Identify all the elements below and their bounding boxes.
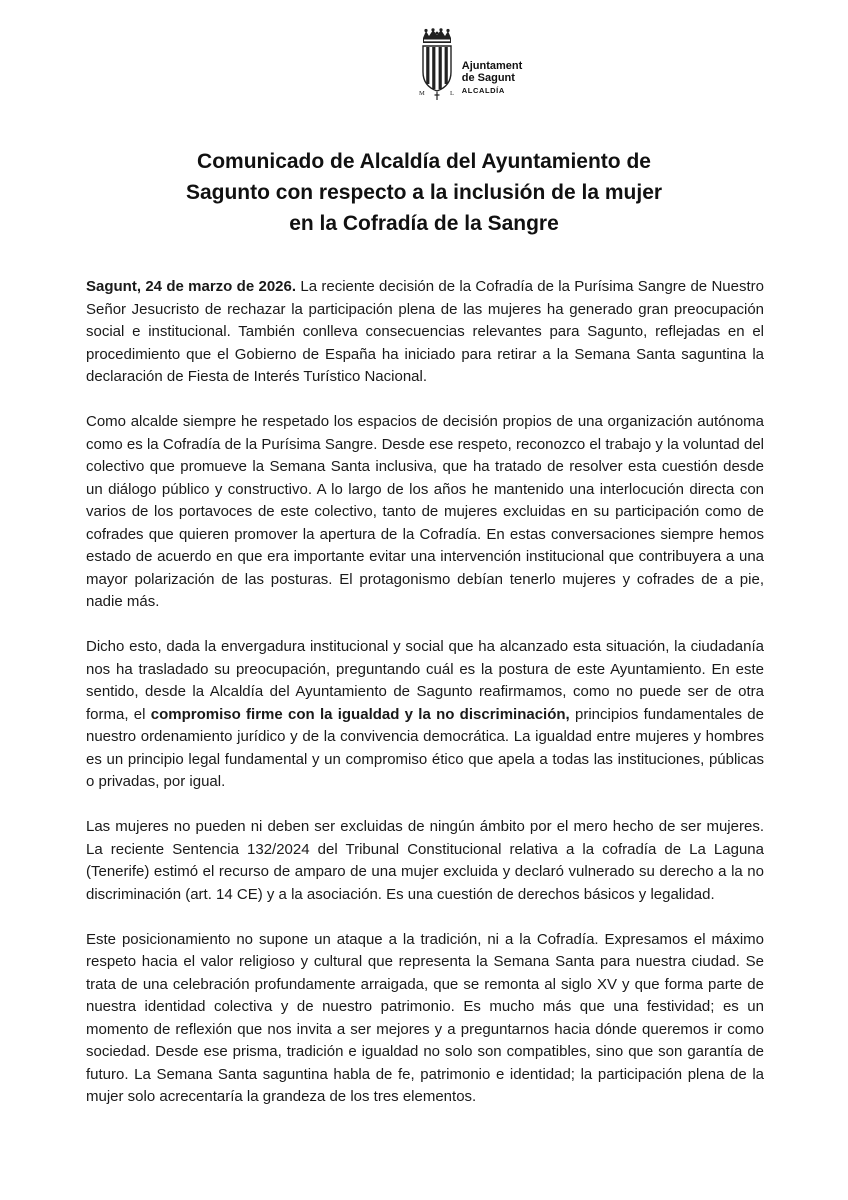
paragraph-3-text-before: Dicho esto, dada la envergadura institucional y social que ha alcanzado esta situación, la ciudadanía nos ha trasladado su preocupación, preguntando cuál es la postura de este Ayuntamiento. En este sentido, desde la Alcaldía del Ayuntamiento de Sagunto reafirmamos, como no puede ser de otra forma, el	[86, 638, 764, 723]
org-name-line1: Ajuntament	[461, 60, 523, 73]
paragraph-1	[86, 276, 764, 389]
crest-letter-left: M	[418, 90, 425, 97]
paragraph-3	[86, 636, 764, 794]
title-line-2: Sagunto con respecto a la inclusión de la mujer	[185, 181, 663, 204]
dateline: Sagunt, 24 de marzo de 2026.	[86, 278, 297, 295]
logo	[418, 28, 523, 102]
letterhead	[0, 28, 848, 102]
org-name-line2: de Sagunt	[461, 71, 515, 84]
document-body	[86, 276, 764, 1131]
paragraph-4: Las mujeres no pueden ni deben ser excluidas de ningún ámbito por el mero hecho de ser mujeres. La reciente Sentencia 132/2024 del Tribunal Constitucional relativa a la cofradía de La Laguna (Tenerife) estimó el recurso de amparo de una mujer excluida y declaró vulnerado su derecho a la no discriminación (art. 14 CE) y a la asociación. Es una cuestión de derechos básicos y legalidad.	[86, 818, 764, 903]
paragraph-3-text-after: principios fundamentales de nuestro ordenamiento jurídico y de la convivencia democrática. La igualdad entre mujeres y hombres es un principio legal fundamental y un compromiso ético que apela a todas las instituciones, públicas o privadas, por igual.	[86, 705, 764, 790]
paragraph-2: Como alcalde siempre he respetado los espacios de decisión propios de una organización autónoma como es la Cofradía de la Purísima Sangre. Desde ese respeto, reconozco el trabajo y la voluntad del colectivo que promueve la Semana Santa inclusiva, que ha tratado de resolver esta cuestión desde un diálogo público y constructivo. A lo largo de los años he mantenido una interlocución directa con varios de los portavoces de este colectivo, tanto de mujeres excluidas en su participación como de cofrades que quieren promover la apertura de la Cofradía. En estas conversaciones siempre hemos estado de acuerdo en que era importante evitar una intervención institucional que contribuyera a una mayor polarización de las posturas. El protagonismo debían tenerlo mujeres y cofrades de a pie, nadie más.	[86, 413, 764, 610]
document-title	[0, 146, 848, 239]
paragraph-3-emphasis: compromiso firme con la igualdad y la no discriminación,	[150, 705, 570, 723]
crest-letter-right: L	[449, 90, 454, 97]
coat-of-arms-icon	[418, 28, 456, 102]
paragraph-5: Este posicionamiento no supone un ataque a la tradición, ni a la Cofradía. Expresamos el máximo respeto hacia el valor religioso y cultural que representa la Semana Santa para nuestra ciudad. Se trata de una celebración profundamente arraigada, que se remonta al siglo XV y que forma parte de nuestra identidad colectiva y de nuestro patrimonio. Es mucho más que una festividad; es un momento de reflexión que nos invita a ser mejores y a preguntarnos hacia dónde queremos ir como sociedad. Desde ese prisma, tradición e igualdad no solo son compatibles, sino que son garantía de futuro. La Semana Santa saguntina habla de fe, patrimonio e identidad; la participación plena de la mujer solo acrecentaría la grandeza de los tres elementos.	[86, 930, 764, 1105]
org-department: ALCALDÍA	[461, 86, 505, 96]
paragraph-1-text: La reciente decisión de la Cofradía de la Purísima Sangre de Nuestro Señor Jesucristo de rechazar la participación plena de las mujeres ha generado gran preocupación social e institucional. También conlleva consecuencias relevantes para Sagunto, reflejadas en el procedimiento que el Gobierno de España ha iniciado para retirar a la Semana Santa saguntina la declaración de Fiesta de Interés Turístico Nacional.	[86, 278, 764, 385]
title-line-3: en la Cofradía de la Sangre	[289, 212, 559, 235]
title-line-1: Comunicado de Alcaldía del Ayuntamiento de	[197, 150, 651, 173]
org-name	[462, 61, 523, 102]
